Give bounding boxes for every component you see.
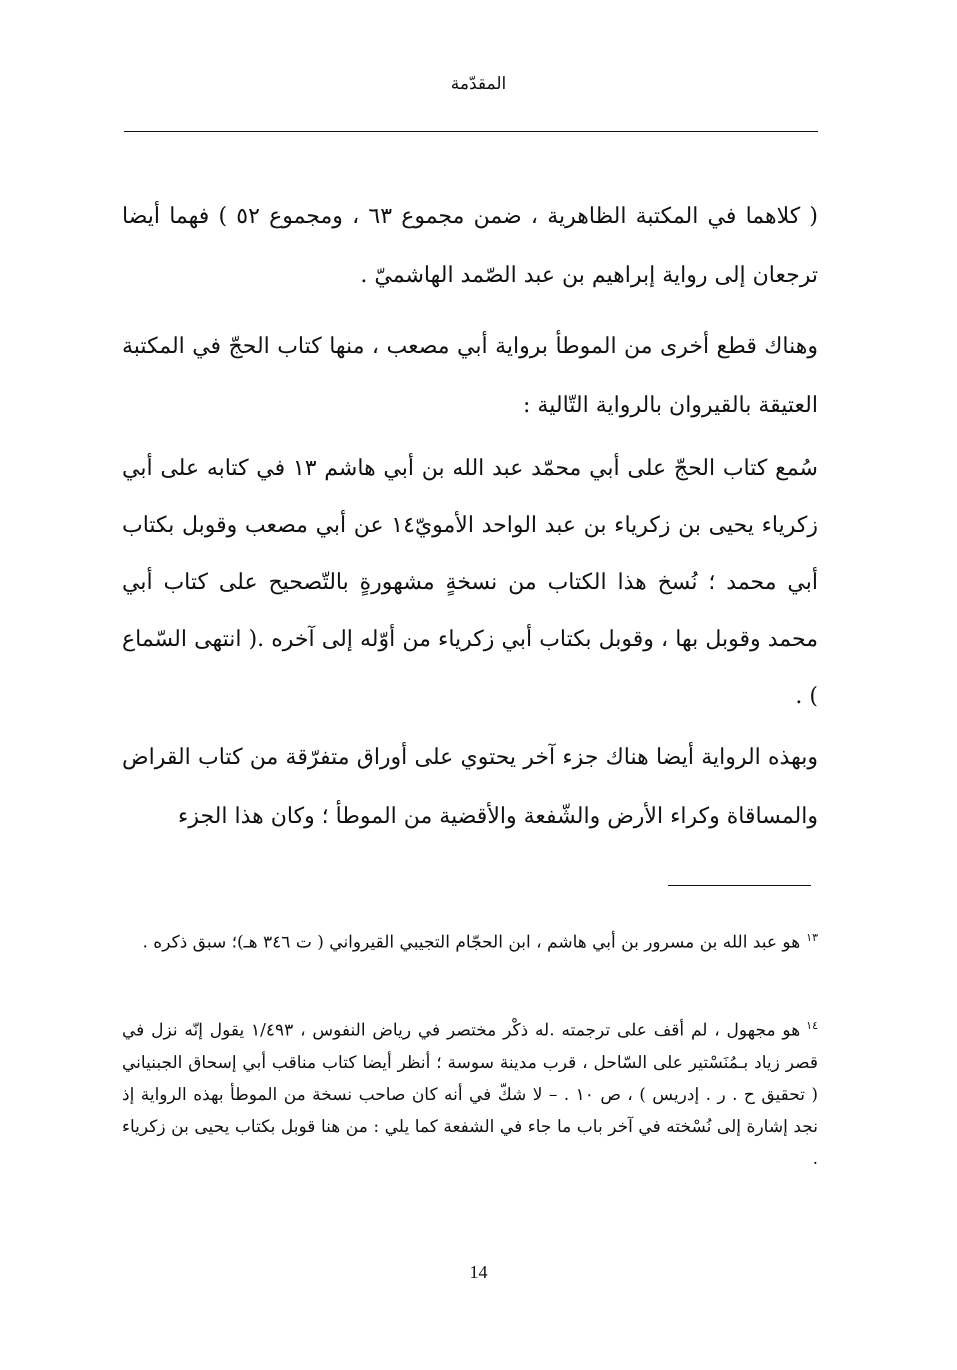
footnote-14 — [122, 1010, 818, 1175]
footnote-13-number: ١٣ — [806, 931, 818, 944]
footnote-14-number: ١٤ — [806, 1019, 818, 1032]
header-rule — [124, 131, 818, 132]
footnote-13-text: هو عبد الله بن مسرور بن أبي هاشم ، ابن الحجّام التجيبي القيرواني ( ت ٣٤٦ هـ)؛ سبق ذكره . — [142, 932, 801, 953]
page-number: 14 — [469, 1262, 488, 1282]
footnote-separator — [668, 885, 811, 886]
running-title: المقدّمة — [450, 74, 507, 94]
paragraph-1: ( كلاهما في المكتبة الظاهرية ، ضمن مجموع ٦٣ ، ومجموع ٥٢ ) فهما أيضا ترجعان إلى رواية إبراهيم بن عبد الصّمد الهاشميّ . — [122, 204, 818, 288]
paragraph-2: وهناك قطع أخرى من الموطأ برواية أبي مصعب ، منها كتاب الحجّ في المكتبة العتيقة بالقيروان بالرواية التّالية : — [122, 334, 818, 418]
paragraph-3-sama-note: سُمع كتاب الحجّ على أبي محمّد عبد الله بن أبي هاشم ١٣ في كتابه على أبي زكرياء يحيى بن زكرياء بن عبد الواحد الأمويّ١٤ عن أبي مصعب وقوبل بكتاب أبي محمد ؛ نُسخ هذا الكتاب من نسخةٍ مشهورةٍ بالتّصحيح على كتاب أبي محمد وقوبل بها ، وقوبل بكتاب أبي زكرياء من أوّله إلى آخره .( انتهى السّماع ) . — [122, 456, 818, 709]
paragraph-4: وبهذه الرواية أيضا هناك جزء آخر يحتوي على أوراق متفرّقة من كتاب القراض والمساقاة وكراء الأرض والشّفعة والأقضية من الموطأ ؛ وكان هذا الجزء — [122, 745, 818, 829]
footnote-13 — [122, 922, 818, 959]
footnote-14-text: هو مجهول ، لم أقف على ترجمته .له ذكْر مختصر في رياض النفوس ، ١/٤٩٣ يقول إنّه نزل في قصر زياد بـمُنَسْتير على السّاحل ، قرب مدينة سوسة ؛ أنظر أيضا كتاب مناقب أبي إسحاق الجبنياني ( تحقيق ح . ر . إدريس ) ، ص ١٠ . – لا شكّ في أنه كان صاحب نسخة من الموطأ بهذه الرواية إذ نجد إشارة إلى نُسْخته في آخر باب ما جاء في الشفعة كما يلي : من هنا قوبل بكتاب يحيى بن زكرياء . — [122, 1020, 818, 1169]
